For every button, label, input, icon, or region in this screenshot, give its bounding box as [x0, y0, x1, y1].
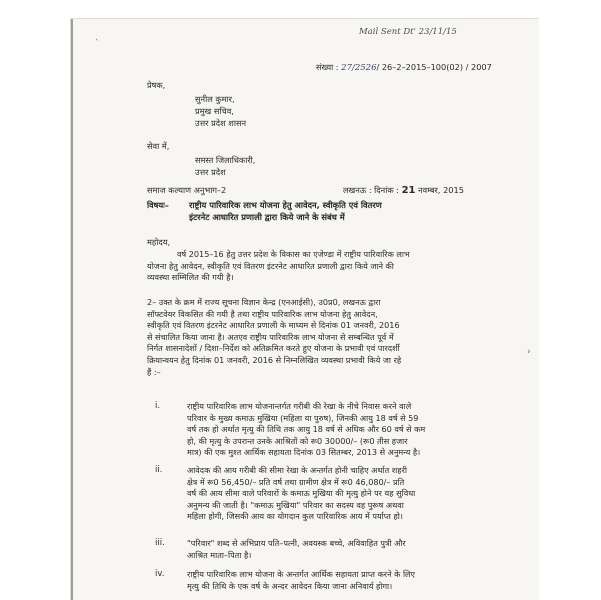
- item-number: iii.: [155, 538, 165, 548]
- item-iv-text: राष्ट्रीय पारिवारिक लाभ योजना के अन्तर्गत आर्थिक सहायता प्राप्त करने के लिए मृत्यु की तिथि के एक वर्ष के अन्दर आवेदन किया जाना अनिवार्य होगा।: [187, 569, 416, 591]
- item-ii-text: आवेदक की आय गरीबी की सीमा रेखा के अन्तर्गत होनी चाहिए अर्थात शहरी क्षेत्र में रू0 56,450/– प्रति वर्ष तथा ग्रामीण क्षेत्र में रू0 46,080/– प्रति वर्ष की आय सीमा वाले परिवारों के कमाऊ मुखिया की मृत्यु होने पर यह सुविधा अनुमन्य की जाती है। "कमाऊ मुखिया" परिवार का सदस्य वह पुरूष अथवा महिला होगी, जिसकी आय का योगदान कुल पारिवारिक आय में पर्याप्त हो।: [187, 465, 416, 522]
- pen-mark-icon: ˋ: [95, 39, 100, 49]
- recipient-line1: समस्त जिलाधिकारी,: [195, 155, 256, 165]
- reference-number: संख्या : 27/2526/ 26–2–2015–100(02) / 2007: [316, 62, 492, 73]
- salutation: महोदय,: [147, 237, 171, 247]
- recipient-line2: उत्तर प्रदेश: [195, 167, 226, 177]
- scanned-letter: [70, 18, 539, 600]
- sender-label: प्रेषक,: [147, 80, 166, 90]
- item-i-text: राष्ट्रीय पारिवारिक लाभ योजनान्तर्गत गरीबी की रेखा के नीचे निवास करने वाले परिवार के मुख्य कमाऊ मुखिया (महिला या पुरुष), जिनकी आयु 18 वर्ष से 59 वर्ष तक हो अर्थात मृत्यु की तिथि तक आयु 18 वर्ष से अधिक और 60 वर्ष से कम हो, की मृत्यु के उपरान्त उनके आश्रितों को रू0 30000/– (रू0 तीस हजार मात्र) की एक मुश्त आर्थिक सहायता दिनांक 03 सितम्बर, 2013 से अनुमन्य है।: [187, 401, 426, 458]
- item-number: ii.: [155, 465, 163, 475]
- item-iii-text: "परिवार" शब्द से अभिप्राय पति–पत्नी, अवयस्क बच्चे, अविवाहित पुत्री और आश्रित माता–पिता है।: [187, 538, 406, 560]
- subject-line2: इंटरनेट आधारित प्रणाली द्वारा किये जाने के संबंध में: [189, 212, 345, 222]
- paragraph-1: वर्ष 2015–16 हेतु उत्तर प्रदेश के विकास का एजेण्डा में राष्ट्रीय पारिवारिक लाभ योजना हेतु आवेदन, स्वीकृति एवं वितरण इंटरनेट आधारित प्रणाली द्वारा किये जाने की व्यवस्था सम्मिलित की गयी है।: [147, 249, 410, 283]
- handwritten-note: Mail Sent Dt' 23/11/15: [359, 27, 457, 37]
- recipient-label: सेवा में,: [147, 141, 170, 151]
- sender-name: सुनील कुमार,: [195, 94, 235, 104]
- pen-mark-icon: ›: [527, 347, 531, 357]
- letter-date: लखनऊ : दिनांक : 21 नवम्बर, 2015: [343, 185, 464, 196]
- sender-designation: प्रमुख सचिव,: [195, 106, 234, 116]
- paragraph-2: 2– उक्त के क्रम में राज्य सूचना विज्ञान केन्द्र (एनआईसी), उ0प्र0, लखनऊ द्वारा सॉफ्टवेयर विकसित की गयी है तथा राष्ट्रीय पारिवारिक लाभ योजना हेतु आवेदन, स्वीकृति एवं वितरण इंटरनेट आधारित प्रणाली के माध्यम से दिनांक 01 जनवरी, 2016 से संचालित किया जाना है। अतएव राष्ट्रीय पारिवारिक लाभ योजना से सम्बन्धित पूर्व में निर्गत शासनादेशों / दिशा–निर्देश को अतिक्रमित करते हुए योजना के प्रभावी एवं पारदर्शी क्रियान्वयन हेतु दिनांक 01 जनवरी, 2016 से निम्नलिखित व्यवस्था प्रभावी किये जा रहे हैं :–: [147, 297, 402, 377]
- section-name: समाज कल्याण अनुभाग–2: [147, 185, 227, 195]
- subject-label: विषयः–: [147, 200, 169, 210]
- item-number: i.: [155, 401, 161, 411]
- item-number: iv.: [155, 569, 165, 579]
- sender-office: उत्तर प्रदेश शासन: [195, 118, 247, 128]
- subject-line1: राष्ट्रीय पारिवारिक लाभ योजना हेतु आवेदन, स्वीकृति एवं वितरण: [189, 200, 382, 210]
